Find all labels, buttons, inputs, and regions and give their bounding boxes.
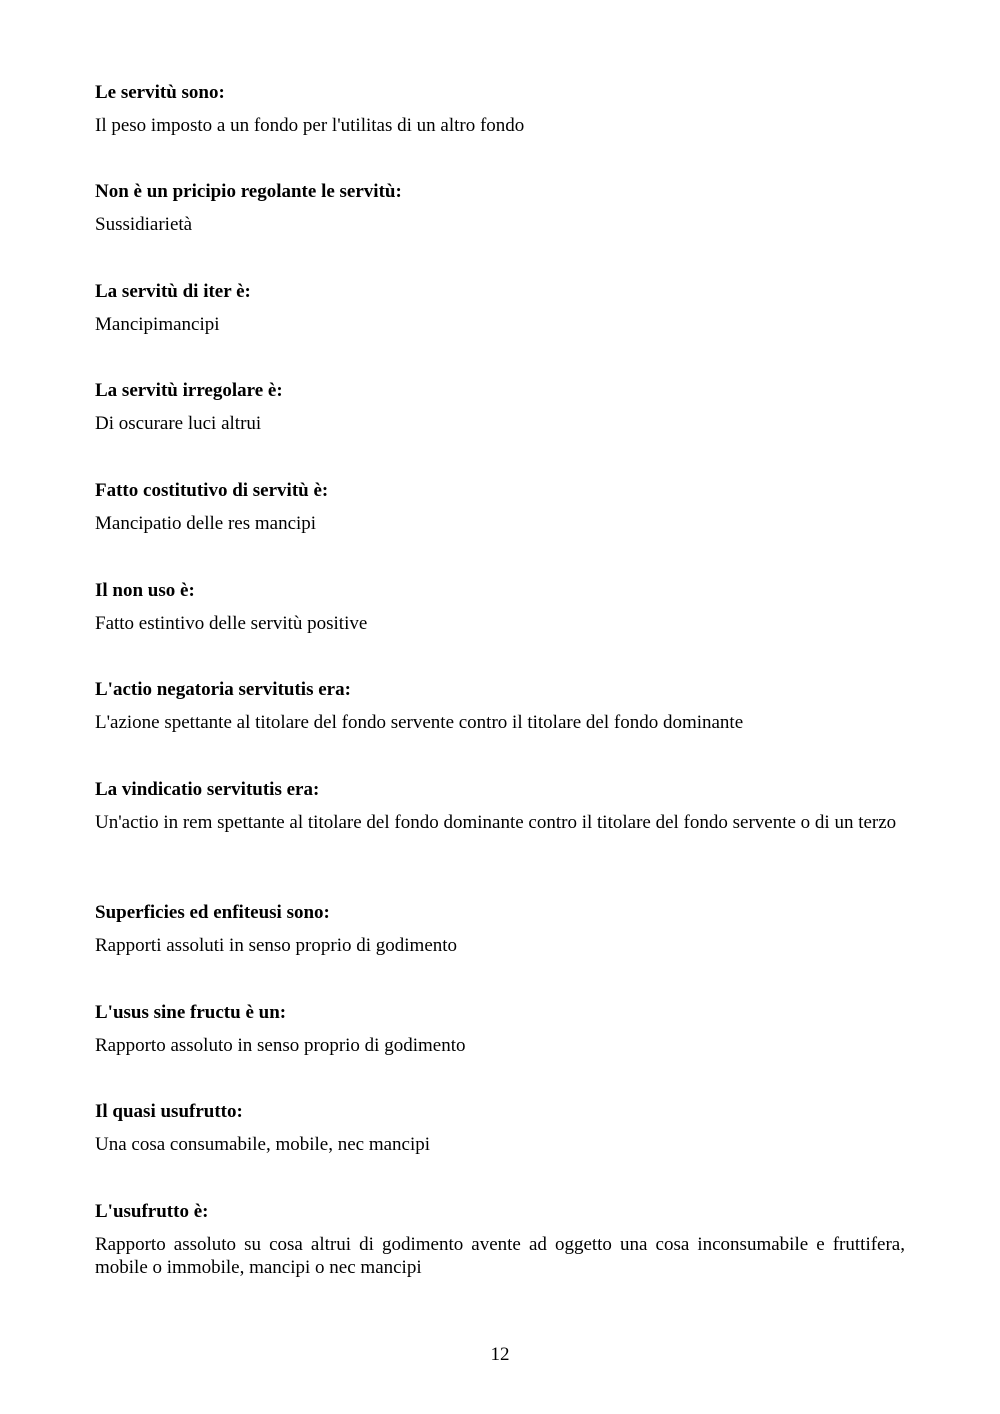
answer-text: Sussidiarietà xyxy=(95,214,193,235)
answer-text: L'azione spettante al titolare del fondo servente contro il titolare del fondo dominante xyxy=(95,712,744,733)
answer-text: Fatto estintivo delle servitù positive xyxy=(95,613,368,634)
qa-item-10 xyxy=(95,1001,905,1057)
question-heading: L'usufrutto è: xyxy=(95,1201,209,1222)
question-heading: Il quasi usufrutto: xyxy=(95,1101,243,1122)
answer-text: Di oscurare luci altrui xyxy=(95,413,262,434)
qa-item-6 xyxy=(95,579,905,635)
page-number: 12 xyxy=(490,1344,510,1365)
answer-text: Un'actio in rem spettante al titolare del fondo dominante contro il titolare del fondo servente o di un terzo xyxy=(95,812,897,833)
question-heading: Il non uso è: xyxy=(95,580,195,601)
qa-item-9 xyxy=(95,901,905,957)
qa-item-2 xyxy=(95,180,905,236)
qa-item-1 xyxy=(95,81,905,137)
question-heading: Le servitù sono: xyxy=(95,82,225,103)
answer-text: Una cosa consumabile, mobile, nec mancipi xyxy=(95,1134,431,1155)
question-heading: La servitù di iter è: xyxy=(95,281,251,302)
qa-item-4 xyxy=(95,379,905,435)
answer-text: Rapporto assoluto in senso proprio di godimento xyxy=(95,1035,466,1056)
answer-text: Rapporti assoluti in senso proprio di godimento xyxy=(95,935,458,956)
answer-text: Il peso imposto a un fondo per l'utilitas di un altro fondo xyxy=(95,115,525,136)
answer-text: Mancipatio delle res mancipi xyxy=(95,513,317,534)
qa-item-7 xyxy=(95,678,905,734)
question-heading: La servitù irregolare è: xyxy=(95,380,283,401)
question-heading: Non è un pricipio regolante le servitù: xyxy=(95,181,402,202)
qa-item-12 xyxy=(95,1200,905,1279)
qa-item-11 xyxy=(95,1100,905,1156)
qa-item-5 xyxy=(95,479,905,535)
question-heading: L'actio negatoria servitutis era: xyxy=(95,679,351,700)
qa-item-8 xyxy=(95,778,905,834)
question-heading: Fatto costitutivo di servitù è: xyxy=(95,480,329,501)
answer-text: Mancipimancipi xyxy=(95,314,220,335)
qa-item-3 xyxy=(95,280,905,336)
question-heading: L'usus sine fructu è un: xyxy=(95,1002,287,1023)
answer-text: Rapporto assoluto su cosa altrui di godimento avente ad oggetto una cosa inconsumabile e fruttifera, mobile o immobile, mancipi o nec mancipi xyxy=(95,1234,905,1278)
question-heading: Superficies ed enfiteusi sono: xyxy=(95,902,330,923)
question-heading: La vindicatio servitutis era: xyxy=(95,779,320,800)
